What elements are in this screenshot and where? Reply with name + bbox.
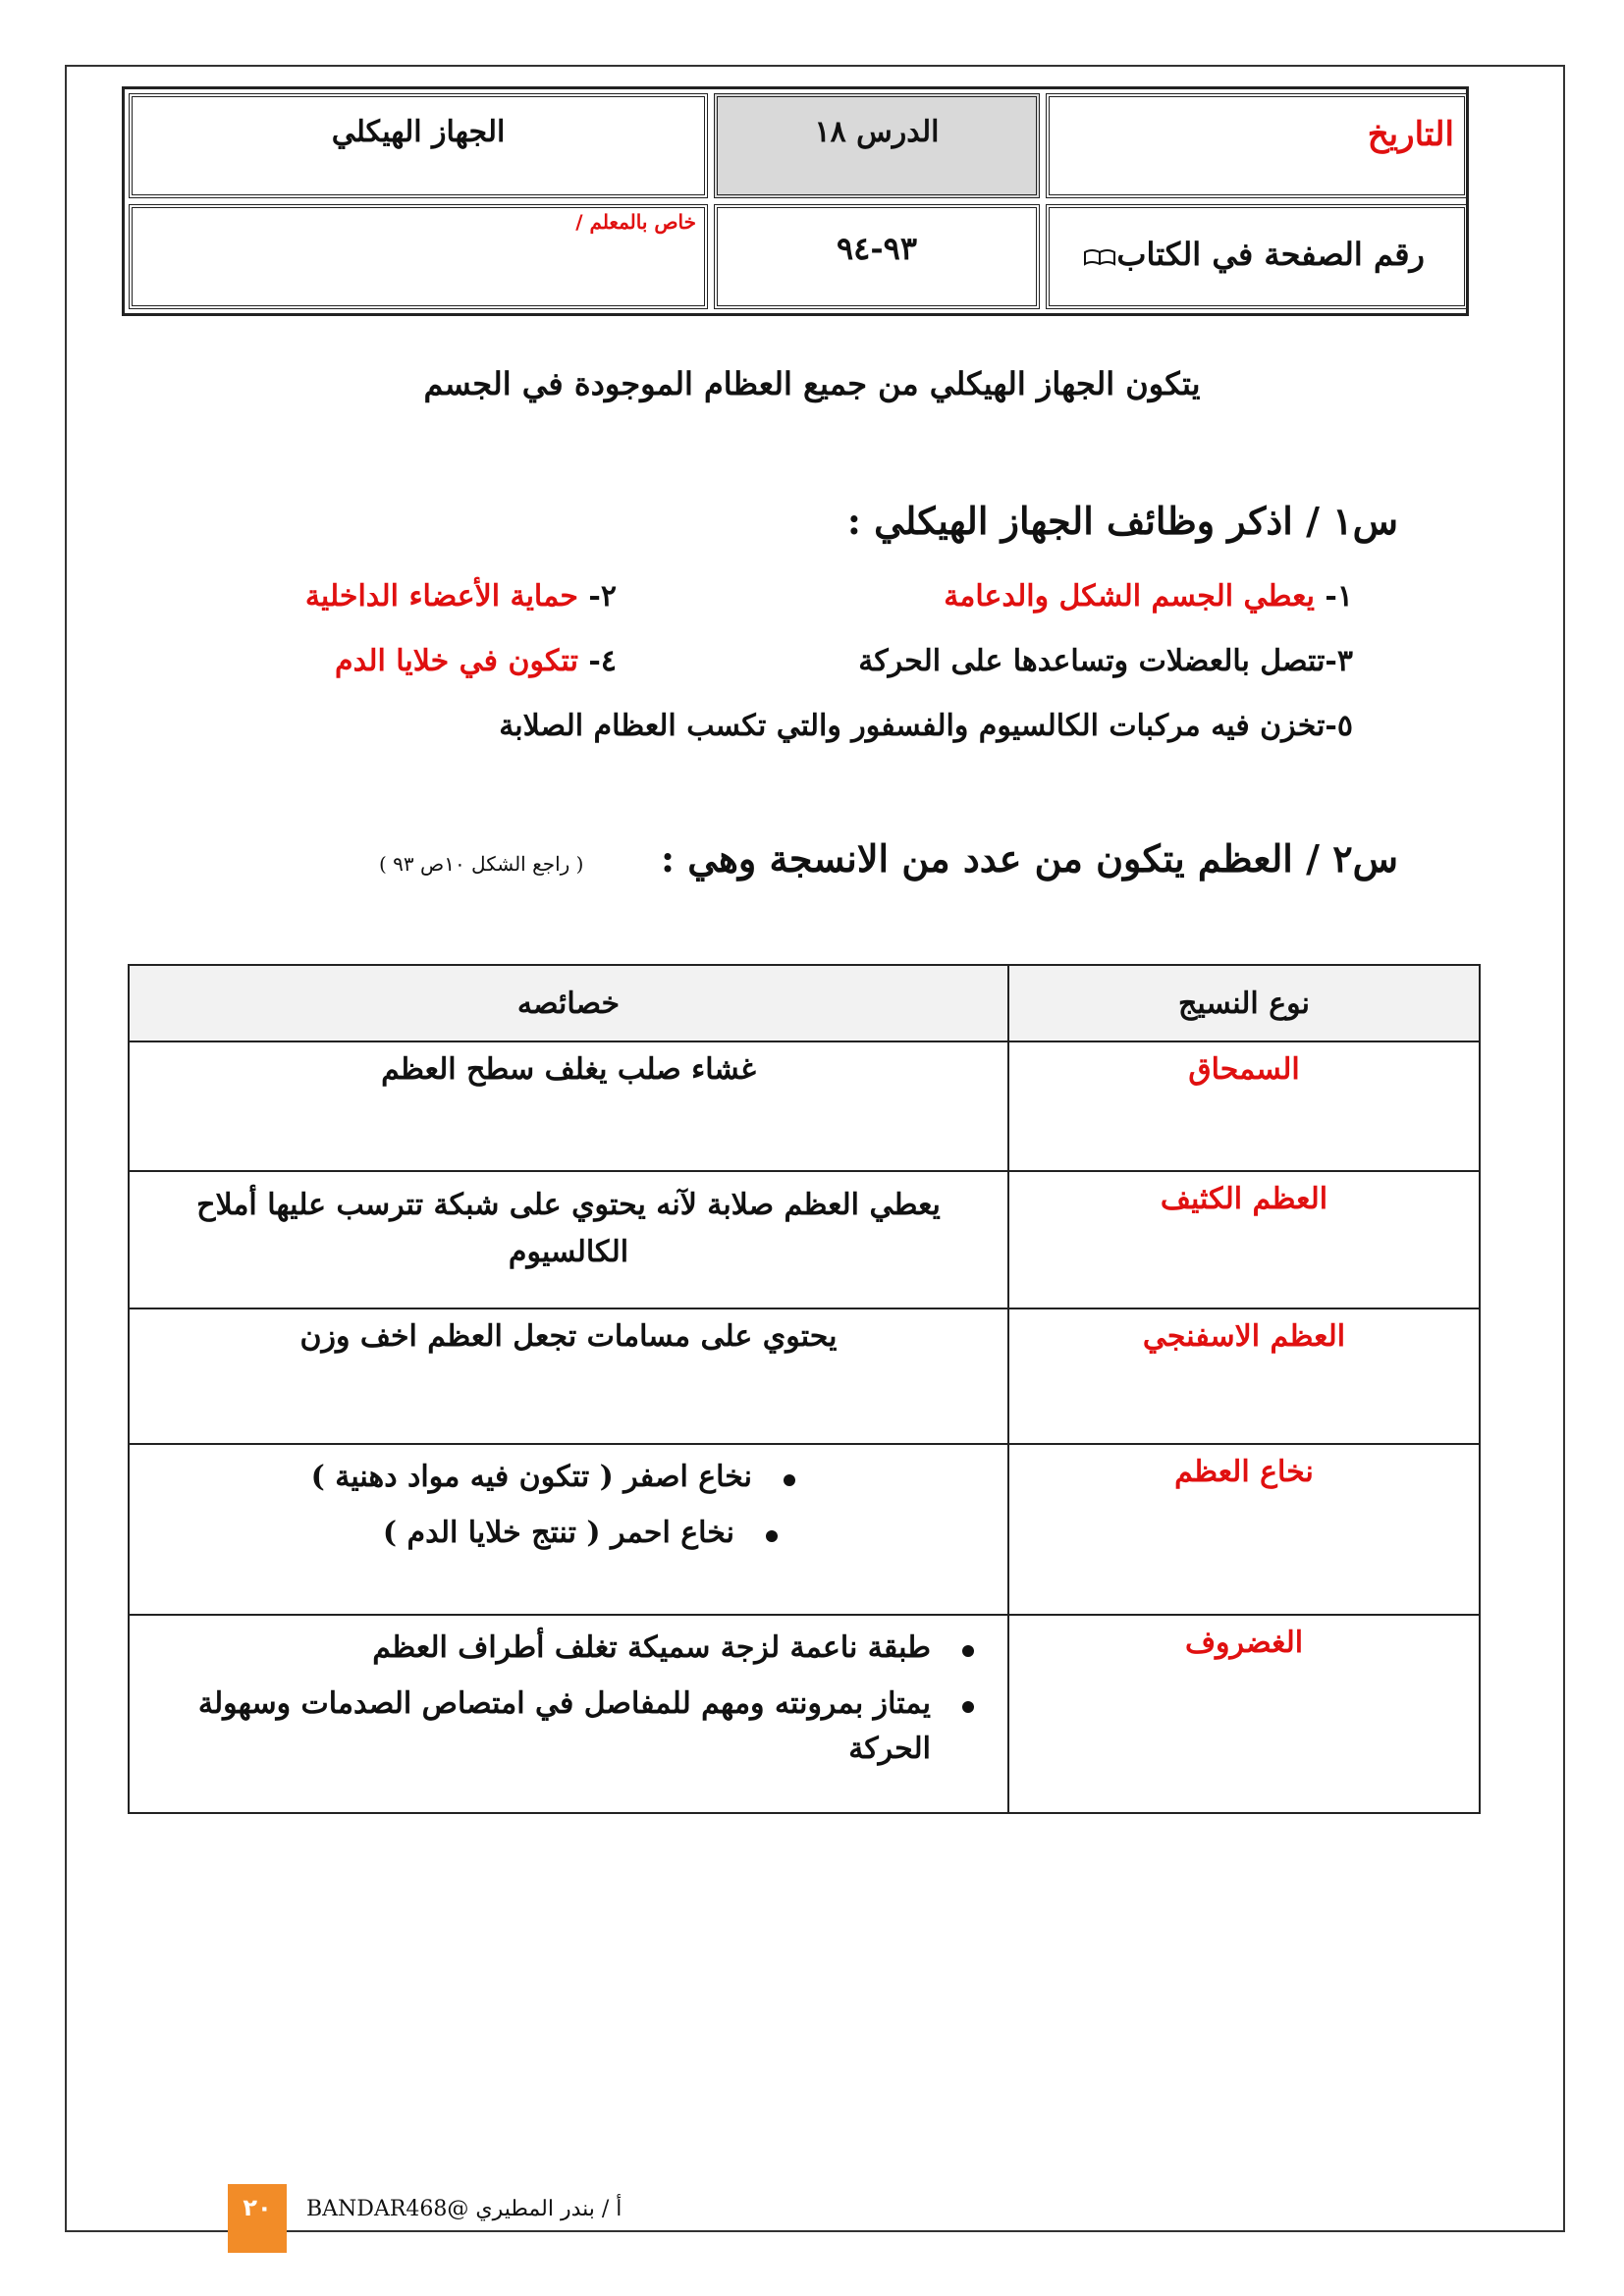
book-icon (1083, 246, 1116, 268)
function-1 (944, 579, 1353, 614)
tissue-type: العظم الاسفنجي (1008, 1308, 1480, 1444)
table-row (129, 1041, 1480, 1171)
table-row (129, 1171, 1480, 1308)
tissue-type: الغضروف (1008, 1615, 1480, 1813)
list-item: نخاع اصفر ( تتكون فيه مواد دهنية ) (143, 1455, 752, 1501)
intro-text: يتكون الجهاز الهيكلي من جميع العظام الموجودة في الجسم (423, 365, 1201, 402)
teacher-label: خاص بالمعلم / (575, 210, 696, 234)
page-number-badge: ٢٠ (228, 2184, 287, 2253)
column-header-properties: خصائصه (129, 965, 1008, 1041)
function-1-text: يعطي الجسم الشكل والدعامة (944, 579, 1315, 614)
tissue-table (128, 964, 1481, 1814)
tissue-properties: يحتوي على مسامات تجعل العظم اخف وزن (129, 1308, 1008, 1444)
page-numbers: ٩٣-٩٤ (836, 230, 918, 267)
lesson-cell (714, 93, 1040, 198)
list-item: نخاع احمر ( تنتج خلايا الدم ) (143, 1511, 734, 1557)
page-label-cell (1046, 204, 1468, 309)
tissue-properties (129, 1615, 1008, 1813)
question-1-title: س١ / اذكر وظائف الجهاز الهيكلي : (846, 499, 1398, 543)
table-row (129, 1615, 1480, 1813)
function-3: ٣-تتصل بالعضلات وتساعدها على الحركة (858, 644, 1353, 678)
tissue-type: السمحاق (1008, 1041, 1480, 1171)
function-5: ٥-تخزن فيه مركبات الكالسيوم والفسفور والتي تكسب العظام الصلابة (499, 709, 1353, 743)
topic-title: الجهاز الهيكلي (331, 115, 506, 149)
figure-reference: ( راجع الشكل ١٠ص ٩٣ ) (379, 852, 584, 876)
table-header-row (129, 965, 1480, 1041)
function-1-num: ١- (1314, 579, 1353, 614)
tissue-properties: غشاء صلب يغلف سطح العظم (129, 1041, 1008, 1171)
column-header-type: نوع النسيج (1008, 965, 1480, 1041)
table-row (129, 1444, 1480, 1615)
lesson-header (122, 86, 1469, 316)
footer-credit: أ / بندر المطيري @BANDAR468 (306, 2197, 623, 2221)
function-2 (305, 579, 617, 614)
bullet-list (143, 1626, 994, 1773)
tissue-properties (129, 1444, 1008, 1615)
pages-cell (714, 204, 1040, 309)
function-4-text: تتكون في خلايا الدم (335, 644, 578, 678)
bullet-list (143, 1455, 994, 1556)
tissue-type: العظم الكثيف (1008, 1171, 1480, 1308)
table-row (129, 1308, 1480, 1444)
tissue-properties: يعطي العظم صلابة لآنه يحتوي على شبكة تترسب عليها أملاح الكالسيوم (129, 1171, 1008, 1308)
date-label: التاريخ (1367, 115, 1454, 154)
teacher-cell (129, 204, 708, 309)
lesson-number: الدرس ١٨ (814, 115, 940, 149)
tissue-type: نخاع العظم (1008, 1444, 1480, 1615)
list-item: طبقة ناعمة لزجة سميكة تغلف أطراف العظم (163, 1626, 931, 1672)
date-cell (1046, 93, 1468, 198)
function-2-num: ٢- (577, 579, 617, 614)
function-4-num: ٤- (577, 644, 617, 678)
list-item: يمتاز بمرونته ومهم للمفاصل في امتصاص الصدمات وسهولة الحركة (163, 1682, 931, 1773)
topic-cell (129, 93, 708, 198)
page-label-wrap (1079, 236, 1425, 273)
question-2-title: س٢ / العظم يتكون من عدد من الانسجة وهي : (660, 836, 1398, 881)
page-label: رقم الصفحة في الكتاب (1116, 236, 1425, 273)
function-2-text: حماية الأعضاء الداخلية (304, 579, 578, 614)
function-4 (335, 644, 617, 678)
